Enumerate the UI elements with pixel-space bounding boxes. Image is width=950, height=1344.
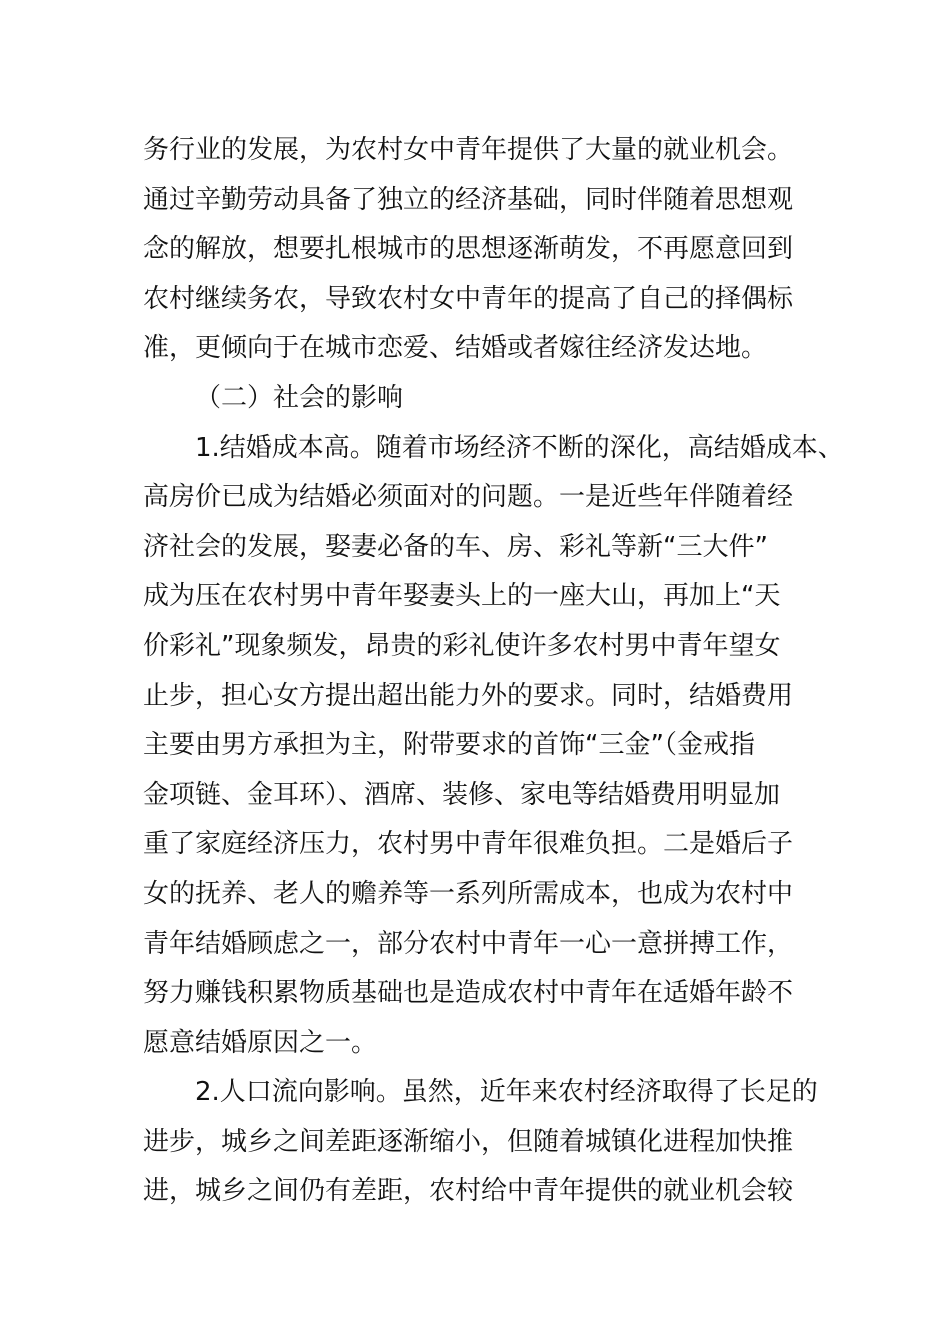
text-line: 念的解放，想要扎根城市的思想逐渐萌发，不再愿意回到 — [143, 234, 794, 265]
text-line: 济社会的发展，娶妻必备的车、房、彩礼等新“三大件” — [143, 531, 768, 562]
text-line: 女的抚养、老人的赡养等一系列所需成本，也成为农村中 — [143, 878, 794, 909]
text-line: 止步，担心女方提出超出能力外的要求。同时，结婚费用 — [143, 680, 794, 711]
paragraph-start-line: 1.结婚成本高。随着市场经济不断的深化，高结婚成本、 — [195, 432, 844, 463]
text-line: 进，城乡之间仍有差距，农村给中青年提供的就业机会较 — [143, 1176, 794, 1207]
text-line: 主要由男方承担为主，附带要求的首饰“三金”（金戒指 — [143, 730, 755, 761]
text-line: 重了家庭经济压力，农村男中青年很难负担。二是婚后子 — [143, 829, 794, 860]
text-line: 进步，城乡之间差距逐渐缩小，但随着城镇化进程加快推 — [143, 1126, 794, 1157]
text-line: 价彩礼”现象频发，昂贵的彩礼使许多农村男中青年望女 — [143, 630, 781, 661]
text-line: 高房价已成为结婚必须面对的问题。一是近些年伴随着经 — [143, 482, 794, 513]
text-line: 青年结婚顾虑之一，部分农村中青年一心一意拼搏工作， — [143, 928, 794, 959]
text-line: 愿意结婚原因之一。 — [143, 1027, 378, 1058]
text-line: 努力赚钱积累物质基础也是造成农村中青年在适婚年龄不 — [143, 978, 794, 1009]
body-text — [143, 126, 844, 1217]
section-heading: （二）社会的影响 — [195, 382, 404, 413]
text-line: 务行业的发展，为农村女中青年提供了大量的就业机会。 — [143, 135, 794, 165]
text-line: 准，更倾向于在城市恋爱、结婚或者嫁往经济发达地。 — [143, 333, 768, 364]
paragraph-start-line: 2.人口流向影响。虽然，近年来农村经济取得了长足的 — [195, 1077, 818, 1108]
text-line: 农村继续务农，导致农村女中青年的提高了自己的择偶标 — [143, 283, 794, 314]
text-line: 通过辛勤劳动具备了独立的经济基础，同时伴随着思想观 — [143, 184, 794, 215]
text-line: 成为压在农村男中青年娶妻头上的一座大山，再加上“天 — [143, 581, 781, 612]
text-line: 金项链、金耳环）、酒席、装修、家电等结婚费用明显加 — [143, 779, 781, 810]
